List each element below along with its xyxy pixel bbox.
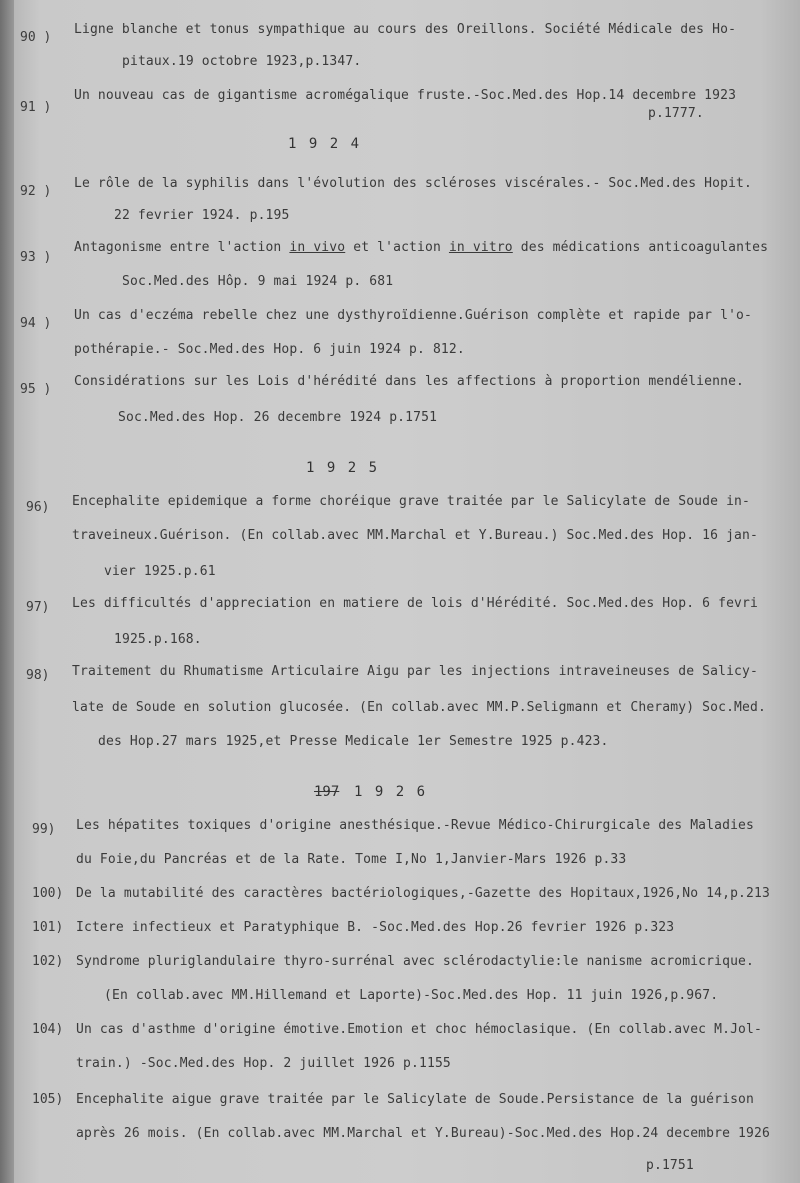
entry-text-line: après 26 mois. (En collab.avec MM.Marchal et Y.Bureau)-Soc.Med.des Hop.24 decembre 1926 xyxy=(76,1126,770,1141)
entry-text-line: pothérapie.- Soc.Med.des Hop. 6 juin 1924 p. 812. xyxy=(74,342,465,357)
entry-text-line: p.1751 xyxy=(646,1158,694,1173)
entry-text-line: Encephalite aigue grave traitée par le Salicylate de Soude.Persistance de la guérison xyxy=(76,1092,755,1107)
year-heading-1925: 1 9 2 5 xyxy=(306,460,380,476)
entry-text-segment: et l'action xyxy=(353,240,441,255)
entry-text-segment: Antagonisme entre l'action xyxy=(74,240,282,255)
emphasis-in-vivo: in vivo xyxy=(289,240,346,255)
entry-number: 90 ) xyxy=(20,30,52,45)
entry-number: 105) xyxy=(32,1092,64,1107)
entry-number: 94 ) xyxy=(20,316,52,331)
entry-text-line: Ligne blanche et tonus sympathique au cours des Oreillons. Société Médicale des Ho- xyxy=(74,22,737,37)
entry-number: 91 ) xyxy=(20,100,52,115)
entry-number: 102) xyxy=(32,954,64,969)
entry-number: 104) xyxy=(32,1022,64,1037)
emphasis-in-vitro: in vitro xyxy=(448,240,513,255)
entry-text-line: train.) -Soc.Med.des Hop. 2 juillet 1926 p.1155 xyxy=(76,1056,451,1071)
entry-number: 100) xyxy=(32,886,64,901)
entry-number: 92 ) xyxy=(20,184,52,199)
entry-text-line: Syndrome pluriglandulaire thyro-surrénal avec sclérodactylie:le nanisme acromicrique. xyxy=(76,954,755,969)
struck-out-number: 197 xyxy=(314,784,340,800)
entry-text-line: Le rôle de la syphilis dans l'évolution des scléroses viscérales.- Soc.Med.des Hopit. xyxy=(74,176,753,191)
entry-text-line: Un nouveau cas de gigantisme acromégalique fruste.-Soc.Med.des Hop.14 decembre 1923 xyxy=(74,88,737,103)
entry-text-line: Ictere infectieux et Paratyphique B. -Soc.Med.des Hop.26 fevrier 1926 p.323 xyxy=(76,920,675,935)
entry-number: 96) xyxy=(26,500,50,515)
entry-number: 99) xyxy=(32,822,56,837)
entry-text-line: Les hépatites toxiques d'origine anesthésique.-Revue Médico-Chirurgicale des Maladies xyxy=(76,818,755,833)
year-heading-1924: 1 9 2 4 xyxy=(288,136,362,152)
entry-text-line: Considérations sur les Lois d'hérédité dans les affections à proportion mendélienne. xyxy=(74,374,745,389)
page-binding-edge xyxy=(0,0,14,1183)
entry-text-line: De la mutabilité des caractères bactériologiques,-Gazette des Hopitaux,1926,No 14,p.213 xyxy=(76,886,770,901)
entry-text-line: late de Soude en solution glucosée. (En collab.avec MM.P.Seligmann et Cheramy) Soc.Med. xyxy=(72,700,766,715)
entry-text-line: vier 1925.p.61 xyxy=(104,564,216,579)
entry-text-line xyxy=(74,240,768,255)
entry-text-segment: des médications anticoagulantes xyxy=(520,240,769,255)
entry-number: 93 ) xyxy=(20,250,52,265)
entry-text-line: traveineux.Guérison. (En collab.avec MM.Marchal et Y.Bureau.) Soc.Med.des Hop. 16 jan- xyxy=(72,528,758,543)
entry-text-line: (En collab.avec MM.Hillemand et Laporte)-Soc.Med.des Hop. 11 juin 1926,p.967. xyxy=(104,988,719,1003)
entry-text-line: Un cas d'eczéma rebelle chez une dysthyroïdienne.Guérison complète et rapide par l'o- xyxy=(74,308,753,323)
entry-number: 95 ) xyxy=(20,382,52,397)
entry-text-line: 1925.p.168. xyxy=(114,632,202,647)
entry-text-line: Traitement du Rhumatisme Articulaire Aigu par les injections intraveineuses de Salicy- xyxy=(72,664,758,679)
entry-text-line: Un cas d'asthme d'origine émotive.Emotion et choc hémoclasique. (En collab.avec M.Jol- xyxy=(76,1022,762,1037)
entry-text-line: du Foie,du Pancréas et de la Rate. Tome I,No 1,Janvier-Mars 1926 p.33 xyxy=(76,852,627,867)
year-heading-1926: 1 9 2 6 xyxy=(354,784,428,800)
entry-text-line: Soc.Med.des Hop. 26 decembre 1924 p.1751 xyxy=(118,410,438,425)
entry-number: 97) xyxy=(26,600,50,615)
entry-text-line: 22 fevrier 1924. p.195 xyxy=(114,208,290,223)
entry-text-line: p.1777. xyxy=(648,106,704,121)
entry-text-line: Les difficultés d'appreciation en matiere de lois d'Hérédité. Soc.Med.des Hop. 6 fevri xyxy=(72,596,758,611)
entry-text-line: Soc.Med.des Hôp. 9 mai 1924 p. 681 xyxy=(122,274,394,289)
entry-text-line: des Hop.27 mars 1925,et Presse Medicale 1er Semestre 1925 p.423. xyxy=(98,734,609,749)
entry-number: 101) xyxy=(32,920,64,935)
entry-text-line: pitaux.19 octobre 1923,p.1347. xyxy=(122,54,362,69)
entry-number: 98) xyxy=(26,668,50,683)
entry-text-line: Encephalite epidemique a forme choréique grave traitée par le Salicylate de Soude in- xyxy=(72,494,751,509)
